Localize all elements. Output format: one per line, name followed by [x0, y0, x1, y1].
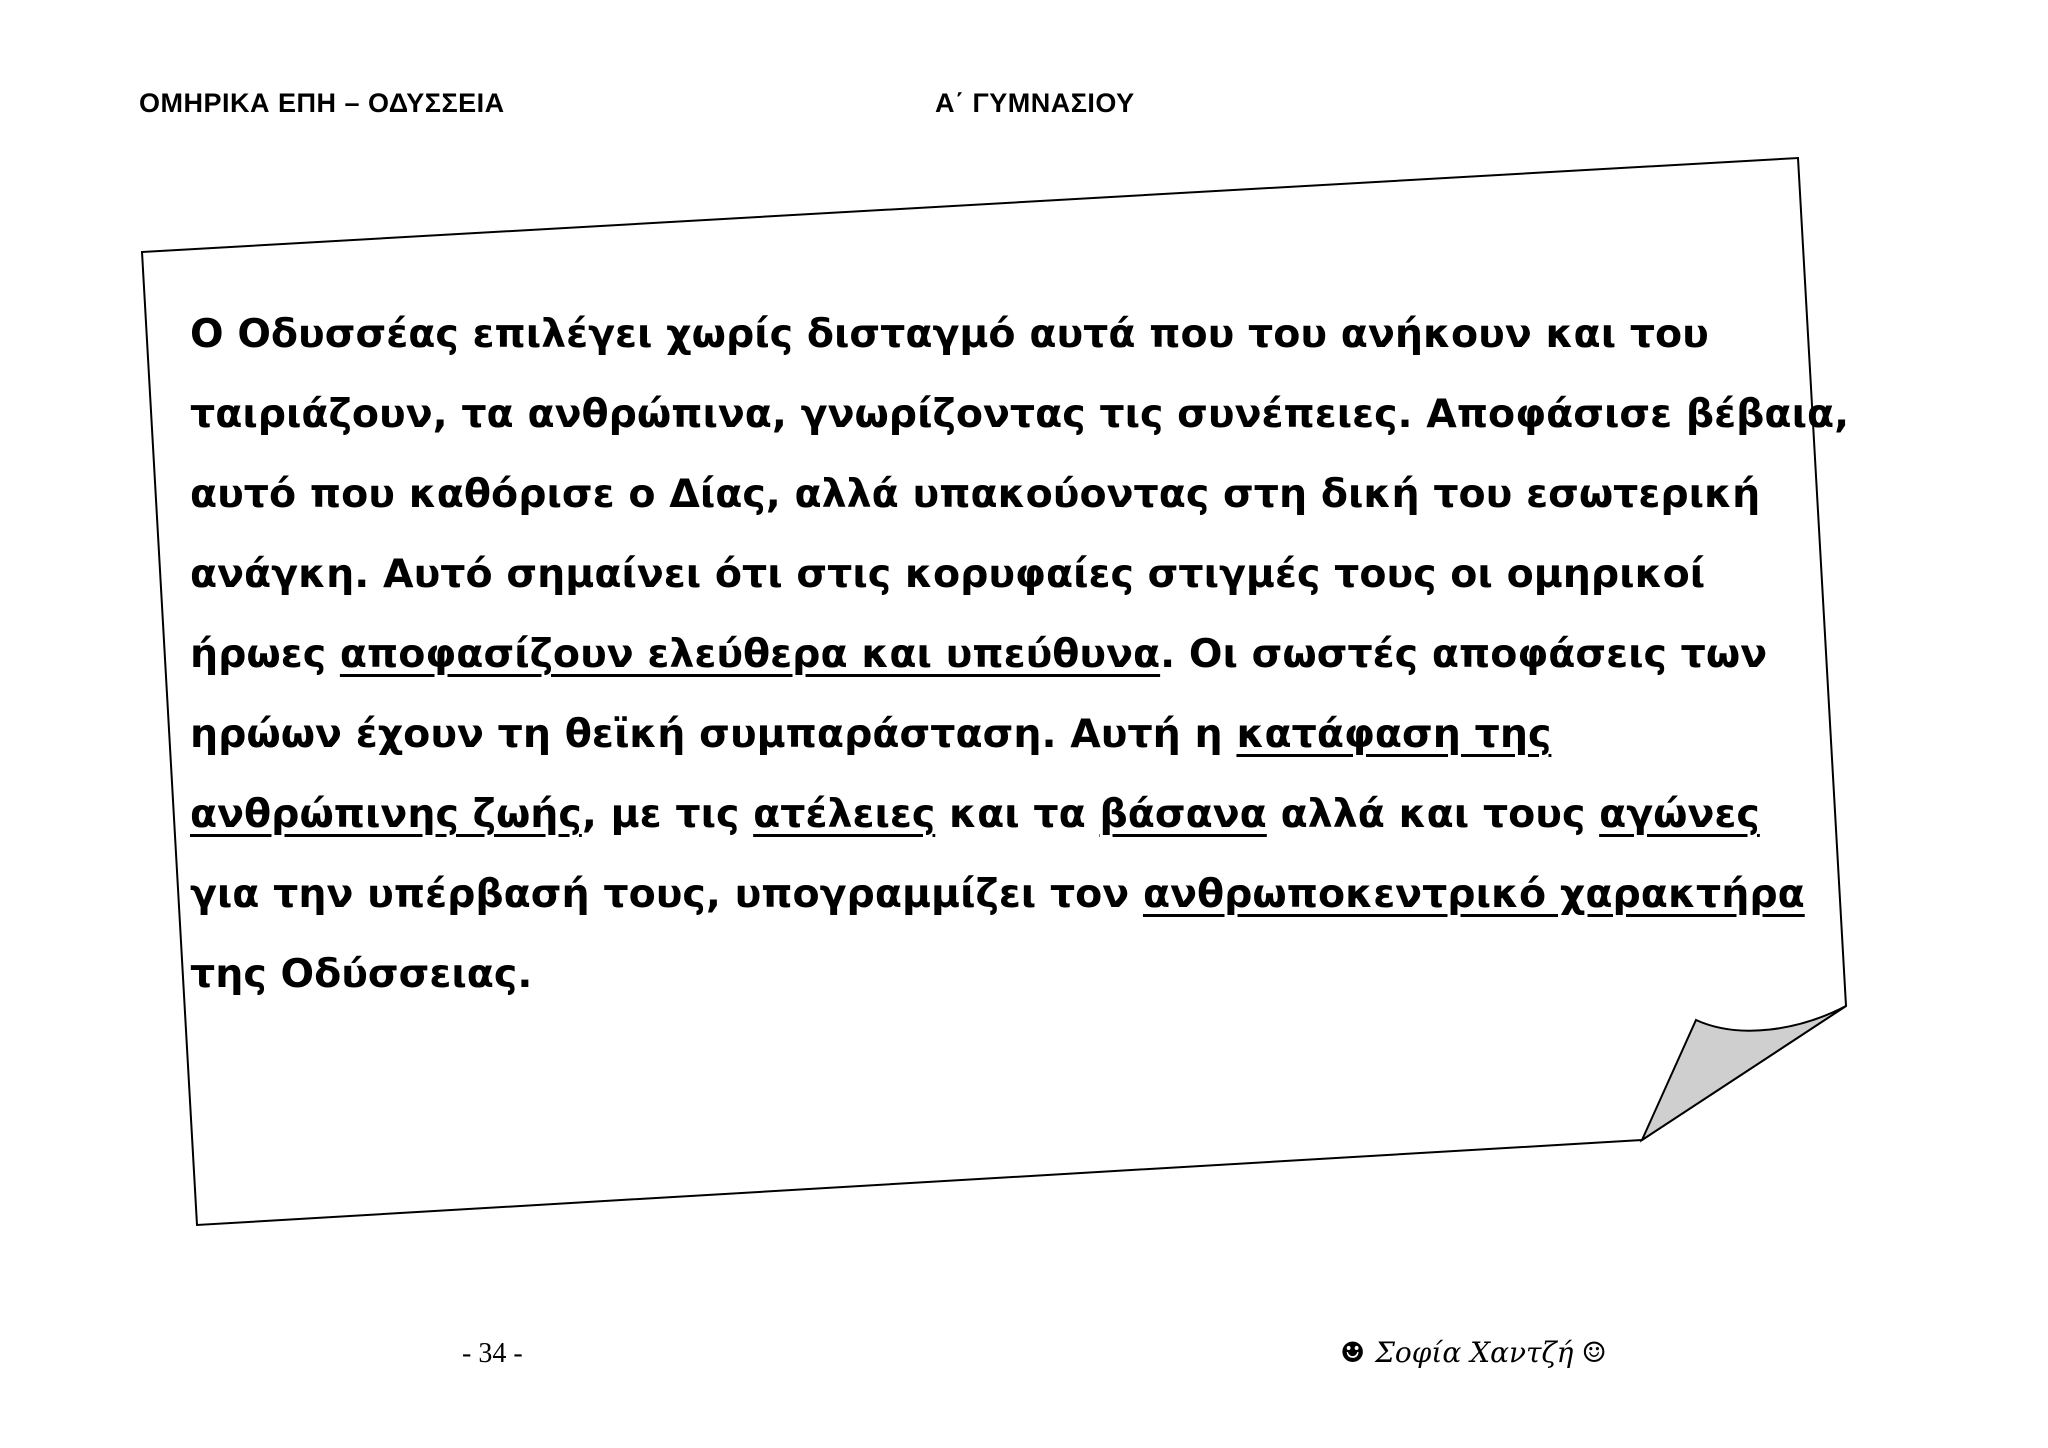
- note-line-3: αυτό που καθόρισε ο Δίας, αλλά υπακούοντας στη δική του εσωτερική: [190, 471, 1761, 517]
- note-text: ηρώων έχουν τη θεϊκή συμπαράσταση. Αυτή η: [190, 711, 1237, 757]
- note-line-8: [190, 870, 1805, 918]
- note-text: . Οι σωστές αποφάσεις των: [1160, 631, 1768, 677]
- smiley-outline-icon: ☺: [1581, 1336, 1607, 1369]
- note-line-6: [190, 710, 1551, 758]
- page-number: - 34 -: [462, 1338, 523, 1369]
- underlined-phrase: αγώνες: [1599, 791, 1760, 837]
- underlined-phrase: ατέλειες: [753, 791, 936, 837]
- note-line-9: της Οδύσσειας.: [190, 951, 533, 997]
- document-header-title: ΟΜΗΡΙΚΑ ΕΠΗ – ΟΔΥΣΣΕΙΑ: [139, 88, 505, 118]
- note-line-5: [190, 630, 1767, 678]
- note-line-2: ταιριάζουν, τα ανθρώπινα, γνωρίζοντας τις συνέπειες. Αποφάσισε βέβαια,: [190, 391, 1850, 437]
- document-header-grade: Α΄ ΓΥΜΝΑΣΙΟΥ: [935, 88, 1135, 118]
- underlined-phrase: βάσανα: [1099, 791, 1267, 837]
- smiley-solid-icon: ☻: [1340, 1336, 1366, 1369]
- underlined-phrase: κατάφαση της: [1236, 711, 1552, 757]
- underlined-phrase: ανθρώπινης ζωής: [190, 791, 582, 837]
- note-text: , με τις: [581, 791, 754, 837]
- underlined-phrase: ανθρωποκεντρικό χαρακτήρα: [1142, 871, 1805, 917]
- note-line-7: [190, 790, 1760, 838]
- author-name: Σοφία Χαντζή: [1375, 1336, 1574, 1369]
- note-line-1: Ο Οδυσσέας επιλέγει χωρίς δισταγμό αυτά που του ανήκουν και του: [190, 311, 1709, 357]
- note-text: αλλά και τους: [1266, 791, 1600, 837]
- note-line-4: ανάγκη. Αυτό σημαίνει ότι στις κορυφαίες στιγμές τους οι ομηρικοί: [190, 551, 1706, 597]
- note-text: και τα: [935, 791, 1100, 837]
- author-signature: [1340, 1336, 1607, 1369]
- note-text: ήρωες: [190, 631, 340, 677]
- underlined-phrase: αποφασίζουν ελεύθερα και υπεύθυνα: [339, 631, 1161, 677]
- note-text: για την υπέρβασή τους, υπογραμμίζει τον: [190, 871, 1143, 917]
